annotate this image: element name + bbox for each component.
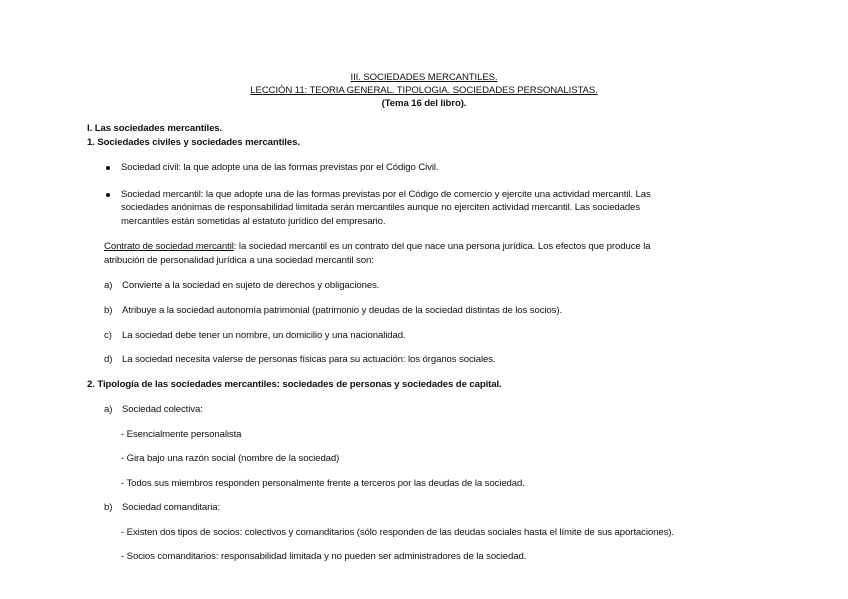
bullet-sociedad-mercantil-line3: mercantiles están sometidas al estatuto jurídico del empresario. — [121, 216, 386, 227]
bullet-sociedad-mercantil-line2: sociedades anónimas de responsabilidad limitada serán mercantiles aunque no ejerciten actividad mercantil. Las sociedades — [121, 202, 641, 213]
comanditaria-item: - Existen dos tipos de socios: colectivos y comanditarios (sólo responden de las deudas sociales hasta el límite de sus aportaciones). — [121, 527, 674, 538]
effect-marker: c) — [104, 330, 112, 341]
bullet-sociedad-civil: Sociedad civil: la que adopte una de las formas previstas por el Código Civil. — [121, 162, 439, 173]
effect-marker: d) — [104, 354, 113, 365]
comanditaria-marker: b) — [104, 502, 113, 513]
document-title: III. SOCIEDADES MERCANTILES. — [350, 72, 498, 83]
effect-marker: a) — [104, 280, 113, 291]
lesson-title: LECCIÓN 11: TEORIA GENERAL. TIPOLOGIA. SOCIEDADES PERSONALISTAS. — [250, 85, 598, 96]
section-heading-2: 2. Tipología de las sociedades mercantiles: sociedades de personas y sociedades de capital. — [87, 379, 502, 390]
effect-item: Atribuye a la sociedad autonomía patrimonial (patrimonio y deudas de la sociedad distintas de los socios). — [122, 305, 563, 316]
colectiva-label: Sociedad colectiva: — [122, 404, 203, 415]
colectiva-item: - Gira bajo una razón social (nombre de la sociedad) — [121, 453, 340, 464]
contrato-label: Contrato de sociedad mercantil — [104, 241, 234, 252]
contrato-paragraph-line1 — [104, 241, 762, 253]
effect-item: La sociedad necesita valerse de personas físicas para su actuación: los órganos sociales. — [122, 354, 496, 365]
contrato-paragraph-line2: atribución de personalidad jurídica a una sociedad mercantil son: — [104, 255, 374, 266]
section-heading-i: I. Las sociedades mercantiles. — [87, 123, 223, 134]
bullet-dot — [106, 166, 110, 170]
effect-marker: b) — [104, 305, 113, 316]
colectiva-item: - Todos sus miembros responden personalmente frente a terceros por las deudas de la sociedad. — [121, 478, 525, 489]
colectiva-item: - Esencialmente personalista — [121, 429, 242, 440]
comanditaria-label: Sociedad comanditaria: — [122, 502, 221, 513]
comanditaria-item: - Socios comanditarios: responsabilidad limitada y no pueden ser administradores de la sociedad. — [121, 551, 527, 562]
bullet-dot — [106, 193, 110, 197]
contrato-text-1: : la sociedad mercantil es un contrato del que nace una persona jurídica. Los efectos que produce la — [233, 241, 651, 252]
effect-item: La sociedad debe tener un nombre, un domicilio y una nacionalidad. — [122, 330, 406, 341]
bullet-sociedad-mercantil-line1: Sociedad mercantil: la que adopte una de las formas previstas por el Código de comercio y ejercite una actividad mercantil. Las — [121, 189, 651, 200]
colectiva-marker: a) — [104, 404, 113, 415]
effect-item: Convierte a la sociedad en sujeto de derechos y obligaciones. — [122, 280, 380, 291]
book-reference: (Tema 16 del libro). — [381, 98, 467, 109]
section-heading-1: 1. Sociedades civiles y sociedades mercantiles. — [87, 137, 300, 148]
